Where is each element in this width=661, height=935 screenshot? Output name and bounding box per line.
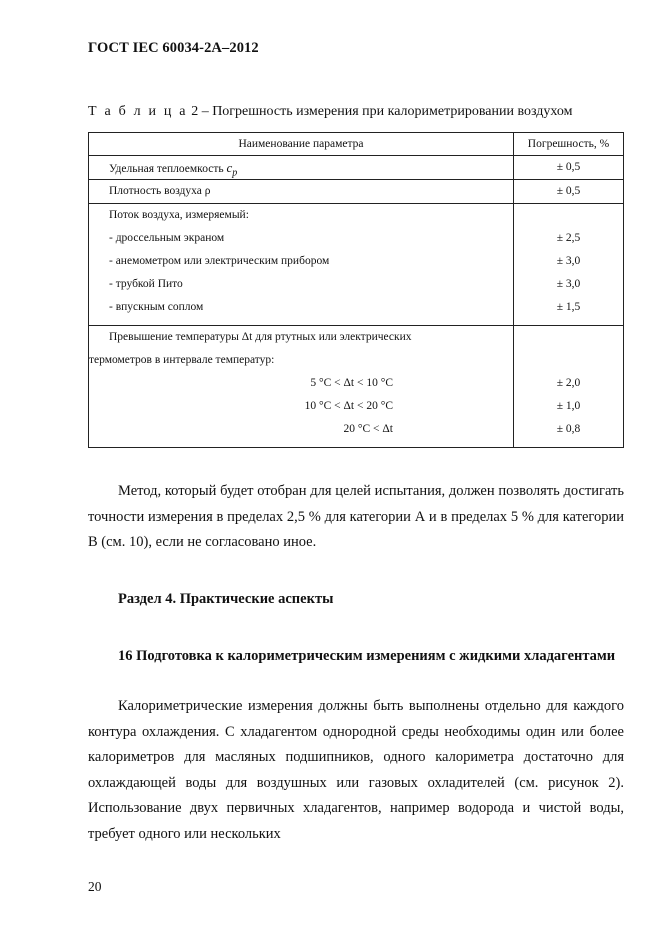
table-header-row	[89, 133, 624, 156]
value-air-flow: ± 1,5	[556, 301, 581, 313]
header-parameter: Наименование параметра	[89, 133, 514, 156]
accuracy-table	[88, 132, 624, 448]
value-air-flow: ± 2,5	[556, 232, 581, 244]
row-air-flow-item: - трубкой Пито	[109, 278, 183, 290]
row-air-flow-item: - впускным соплом	[109, 301, 204, 313]
document-header: ГОСТ IEC 60034-2А–2012	[88, 40, 259, 56]
row-air-flow-item: - дроссельным экраном	[109, 232, 225, 244]
temp-range: 20 °С < Δt	[343, 423, 393, 435]
page-number: 20	[88, 879, 102, 894]
heading-16: 16 Подготовка к калориметрическим измерениям с жидкими хладагентами	[118, 648, 616, 664]
row-air-flow-title: Поток воздуха, измеряемый:	[109, 209, 249, 221]
value-temp-rise: ± 2,0	[556, 377, 581, 389]
paragraph-method: Метод, который будет отобран для целей испытания, должен позволять достигать точности измерения в пределах 2,5 % для категории А и в пределах 5 % для категории В (см. 10), если не согласовано иное.	[88, 483, 624, 551]
table-row	[89, 156, 624, 180]
row-temp-rise-line1: Превышение температуры Δt для ртутных или электрических	[109, 331, 412, 343]
table-caption	[88, 104, 572, 120]
header-accuracy: Погрешность, %	[514, 133, 624, 156]
row-air-density: Плотность воздуха ρ	[109, 185, 211, 197]
value-air-flow: ± 3,0	[556, 255, 581, 267]
value-temp-rise: ± 1,0	[556, 400, 581, 412]
table-row	[89, 180, 624, 204]
value-specific-heat: ± 0,5	[556, 161, 581, 173]
value-air-density: ± 0,5	[556, 185, 581, 197]
temp-range: 10 °С < Δt < 20 °С	[304, 400, 393, 412]
row-specific-heat: Удельная теплоемкость $c_p$	[109, 160, 238, 179]
temp-range: 5 °С < Δt < 10 °С	[310, 377, 393, 389]
value-temp-rise: ± 0,8	[556, 423, 581, 435]
symbol-c: c	[226, 160, 233, 175]
table-row	[89, 326, 624, 448]
value-air-flow: ± 3,0	[556, 278, 581, 290]
section-heading: Раздел 4. Практические аспекты	[118, 591, 334, 607]
table-caption-label: Т а б л и ц а	[88, 104, 188, 119]
row-temp-rise-line2: термометров в интервале температур:	[89, 354, 275, 366]
paragraph-calorimetric: Калориметрические измерения должны быть выполнены отдельно для каждого контура охлаждения. С хладагентом однородной среды необходимы один или более калориметров для масляных подшипников, одного калориметра достаточно для охлаждающей воды для воздушных или газовых охладителей (см. рисунок 2). Использование двух первичных хладагентов, например водорода и чистой воды, требует одного или нескольких	[88, 698, 624, 842]
table-row	[89, 204, 624, 326]
table-caption-text: 2 – Погрешность измерения при калориметрировании воздухом	[191, 104, 573, 119]
symbol-p: p	[232, 167, 238, 179]
row-air-flow-item: - анемометром или электрическим прибором	[109, 255, 330, 267]
